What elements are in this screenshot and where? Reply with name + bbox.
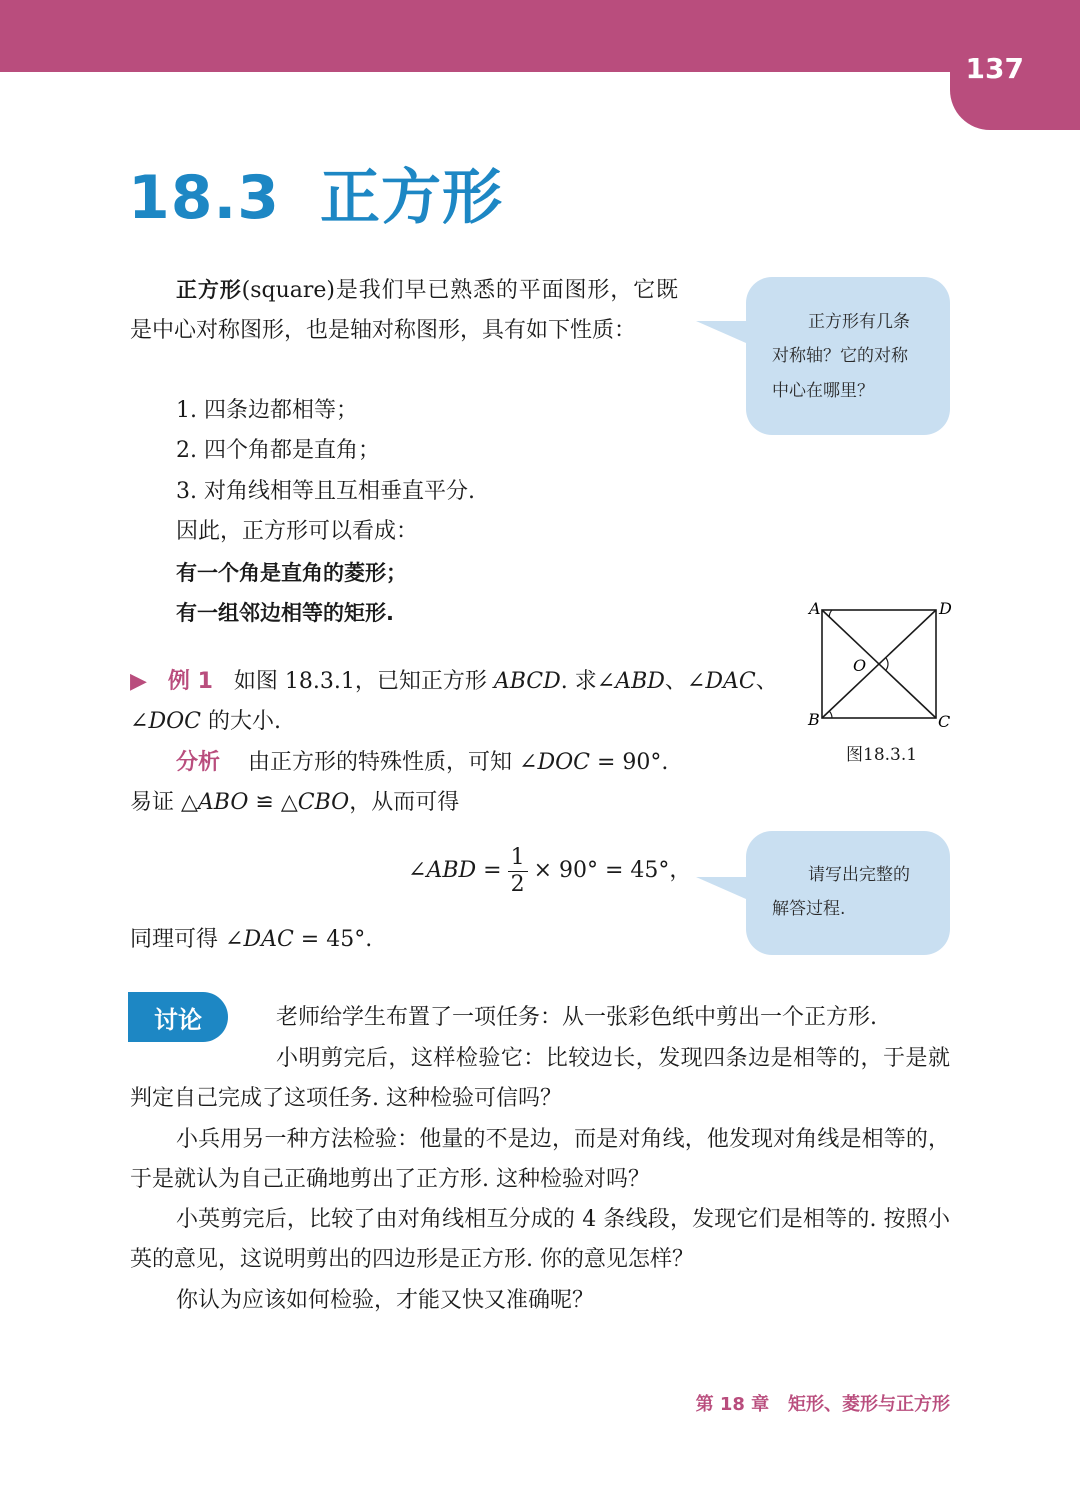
formula-rhs: × 90° = 45°， (533, 858, 692, 883)
intro-text: 是我们早已熟悉的平面图形，它既是中心对称图形，也是轴对称图形，具有如下性质： (130, 278, 678, 343)
hint-bubble (746, 831, 950, 955)
bubble-line-3: 中心在哪里？ (772, 381, 874, 401)
discussion-p5: 你认为应该如何检验，才能又快又准确呢？ (176, 1288, 595, 1313)
analysis-var-cbo: CBO (297, 790, 350, 815)
analysis-congruent: ≌ △ (248, 790, 298, 815)
similar-var-dac: DAC (243, 927, 294, 952)
discussion-p2: 小明剪完后，这样检验它：比较边长，发现四条边是相等的，于是就判定自己完成了这项任务. 这种检验可信吗？ (130, 1046, 950, 1111)
intro-english-term: square (250, 278, 327, 303)
analysis-text-4: ，从而可得 (349, 790, 460, 815)
page-number: 137 (965, 52, 1024, 85)
example-text-3: 、∠ (664, 669, 706, 694)
example-text-4: 、 (755, 669, 778, 694)
example-arrow-icon: ▶ (130, 669, 147, 694)
example-label: 例 1 (167, 669, 213, 694)
label-d: D (939, 599, 952, 618)
analysis-text-1: 由正方形的特殊性质，可知 ∠ (248, 750, 538, 775)
formula-equals: = (476, 858, 502, 883)
example-var-abd: ABD (615, 669, 665, 694)
similar-result (130, 920, 372, 960)
hint-bubble-line-1: 请写出完整的 (808, 865, 910, 885)
fraction-denominator: 2 (510, 871, 525, 897)
hint-bubble-tail (696, 877, 746, 899)
footer-title: 矩形、菱形与正方形 (788, 1394, 950, 1415)
example-line-1 (130, 662, 778, 702)
property-item-3: 3. 对角线相等且互相垂直平分. (176, 479, 475, 504)
analysis-text-2: = 90°. (589, 750, 669, 775)
analysis-label: 分析 (176, 750, 221, 775)
conclusion-rectangle: 有一组邻边相等的矩形. (176, 601, 394, 625)
label-b: B (808, 710, 820, 729)
fraction-numerator: 1 (508, 845, 528, 872)
analysis-var-doc: DOC (537, 750, 590, 775)
footer-chapter: 第 18 章 (695, 1394, 770, 1415)
example-line-2-rest: 的大小. (200, 709, 281, 734)
analysis-var-abo: ABO (197, 790, 249, 815)
bubble-line-2: 对称轴？它的对称 (772, 346, 908, 366)
angle-mark-b (829, 711, 832, 718)
analysis-line-2 (130, 783, 459, 823)
example-var-abcd: ABCD (493, 669, 561, 694)
discussion-p4: 小英剪完后，比较了由对角线相互分成的 4 条线段，发现它们是相等的. 按照小英的意见，这说明剪出的四边形是正方形. 你的意见怎样？ (130, 1207, 950, 1272)
section-title (128, 150, 503, 236)
discussion-p1: 老师给学生布置了一项任务：从一张彩色纸中剪出一个正方形. (276, 1005, 877, 1030)
discussion-p3: 小兵用另一种方法检验：他量的不是边，而是对角线，他发现对角线是相等的，于是就认为自己正确地剪出了正方形. 这种检验对吗？ (130, 1127, 950, 1192)
label-o: O (853, 656, 867, 675)
chapter-footer (696, 1390, 950, 1416)
bubble-line-1: 正方形有几条 (808, 312, 910, 332)
label-a: A (809, 599, 821, 618)
header-band (0, 0, 1080, 72)
bubble-tail (696, 321, 746, 343)
formula (408, 843, 691, 899)
question-bubble (746, 277, 950, 435)
property-item-1: 1. 四条边都相等； (176, 398, 358, 423)
formula-angle-symbol: ∠ (408, 858, 427, 883)
formula-fraction (508, 845, 528, 898)
hint-bubble-line-2: 解答过程. (772, 899, 846, 919)
conclusion-lead: 因此，正方形可以看成： (176, 519, 419, 544)
similar-text: 同理可得 ∠ (130, 927, 244, 952)
angle-mark-o (886, 658, 888, 670)
conclusion-rhombus: 有一个角是直角的菱形； (176, 561, 407, 585)
intro-paragraph: 正方形(square)是我们早已熟悉的平面图形，它既是中心对称图形，也是轴对称图形，具有如下性质： (130, 278, 678, 343)
example-var-dac: DAC (705, 669, 756, 694)
section-number: 18.3 (128, 163, 281, 233)
example-line-2 (130, 702, 281, 742)
similar-rest: = 45°. (293, 927, 373, 952)
figure-caption: 图18.3.1 (846, 745, 918, 765)
analysis-line-1 (176, 743, 668, 783)
example-var-doc: DOC (148, 709, 201, 734)
square-figure (800, 595, 960, 735)
angle-mark-a (829, 610, 832, 617)
section-name: 正方形 (320, 163, 503, 233)
formula-var-abd: ABD (426, 858, 477, 883)
intro-term: 正方形 (176, 278, 242, 302)
discussion-badge: 讨论 (128, 992, 228, 1042)
property-item-2: 2. 四个角都是直角； (176, 438, 380, 463)
label-c: C (938, 712, 951, 731)
example-text-2: . 求∠ (560, 669, 616, 694)
analysis-text-3: 易证 △ (130, 790, 198, 815)
example-angle-symbol: ∠ (130, 709, 149, 734)
example-text-1: 如图 18.3.1，已知正方形 (233, 669, 487, 694)
